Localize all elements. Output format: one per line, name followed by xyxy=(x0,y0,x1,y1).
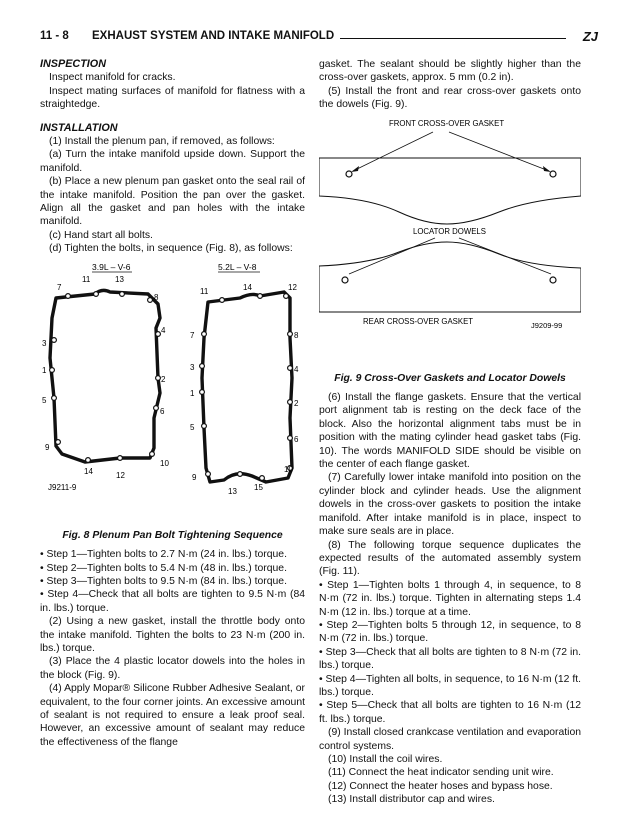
fig8-step-3: • Step 3—Tighten bolts to 9.5 N·m (84 in. lbs.) torque. xyxy=(40,575,287,587)
front-dowel-left xyxy=(346,171,352,177)
installation-heading: INSTALLATION xyxy=(40,121,118,134)
rear-crossover-gasket xyxy=(319,242,581,312)
right-column xyxy=(319,58,581,807)
page-number: 11 - 8 xyxy=(40,30,69,42)
fig11-step-1: • Step 1—Tighten bolts 1 through 4, in sequence, to 8 N·m (72 in. lbs.) torque. Tighten in alternating steps 1.4 N·m (12 in. lbs.) torque at a time. xyxy=(319,579,581,618)
v8-bolt-2: 2 xyxy=(294,398,299,408)
install-step-2: (2) Using a new gasket, install the throttle body onto the intake manifold. Tighten the bolts to 23 N·m (200 in. lbs.) torque. xyxy=(40,616,305,654)
v6-bolt-14: 14 xyxy=(84,466,93,476)
install-step-10: (10) Install the coil wires. xyxy=(328,754,443,765)
install-step-1a: (a) Turn the intake manifold upside down. Support the manifold. xyxy=(40,149,305,174)
fig8-step-4: • Step 4—Check that all bolts are tighten to 9.5 N·m (84 in. lbs.) torque. xyxy=(40,589,305,614)
v8-gasket-outline xyxy=(202,292,292,482)
install-step-7: (7) Carefully lower intake manifold into position on the cylinder block and cylinder heads. Use the alignment dowels in the cross-over gaskets to position the intake manifold. After intake manifold is in place, inspect to make sure seals are in place. xyxy=(319,472,581,538)
v8-bolt-1: 1 xyxy=(190,388,195,398)
fig9-id: J9209-99 xyxy=(531,320,563,330)
v8-bolt-6: 6 xyxy=(294,434,299,444)
fig8-diagram xyxy=(40,258,305,523)
install-step-6: (6) Install the flange gaskets. Ensure that the vertical port alignment tab is resting on the deck face of the block. Also the horizontal alignment tabs must be in position with the mating cylinder head gasket tabs (Fig. 10). The words MANIFOLD SIDE should be visible on the center of each flange gasket. xyxy=(319,392,581,471)
fig8-step-1: • Step 1—Tighten bolts to 2.7 N·m (24 in. lbs.) torque. xyxy=(40,549,287,561)
install-step-4: (4) Apply Mopar® Silicone Rubber Adhesive Sealant, or equivalent, to the four corner joints. An excessive amount of sealant is not required to ensure a leak proof seal. However, an excessive amount of sealant may reduce the effectiveness of the flange xyxy=(40,683,305,748)
v8-bolt-15: 15 xyxy=(254,482,263,492)
v8-bolt-5: 5 xyxy=(190,422,195,432)
fig9-caption: Fig. 9 Cross-Over Gaskets and Locator Dowels xyxy=(334,372,566,384)
v8-bolt-14: 14 xyxy=(243,282,252,292)
left-column xyxy=(40,58,305,749)
v6-bolt-3: 3 xyxy=(42,338,47,348)
fig9-label-front: FRONT CROSS-OVER GASKET xyxy=(389,118,505,128)
v8-bolt-3: 3 xyxy=(190,362,195,372)
fig8-label-left: 3.9L – V-6 xyxy=(92,261,131,272)
vehicle-code: ZJ xyxy=(582,29,598,44)
inspection-heading: INSPECTION xyxy=(40,58,106,70)
rear-dowel-left xyxy=(342,277,348,283)
header-rule xyxy=(340,38,566,39)
fig8-step-2: • Step 2—Tighten bolts to 5.4 N·m (48 in. lbs.) torque. xyxy=(40,562,287,574)
v8-bolt-11: 11 xyxy=(200,286,209,296)
sealant-continuation: gasket. The sealant should be slightly higher than the cross-over gaskets, approx. 5 mm (0.2 in). xyxy=(319,59,581,84)
page-header xyxy=(40,30,598,48)
v8-bolt-8: 8 xyxy=(294,330,299,340)
v6-bolt-5: 5 xyxy=(42,395,47,405)
install-step-8: (8) The following torque sequence duplicates the expected results of the automated assembly system (Fig. 11). xyxy=(319,539,581,578)
fig11-step-2: • Step 2—Tighten bolts 5 through 12, in sequence, to 8 N·m (72 in. lbs.) torque. xyxy=(319,619,581,645)
install-step-1: (1) Install the plenum pan, if removed, as follows: xyxy=(49,136,275,148)
install-step-1b: (b) Place a new plenum pan gasket onto the seal rail of the intake manifold. Position the pan over the gasket. Align all the gasket and pan holes with the intake manifold. xyxy=(40,176,305,228)
fig11-step-4: • Step 4—Tighten all bolts, in sequence, to 16 N·m (12 ft. lbs.) torque. xyxy=(319,673,581,698)
v8-bolt-12: 12 xyxy=(288,282,297,292)
v6-bolt-10: 10 xyxy=(160,458,169,468)
install-step-12: (12) Connect the heater hoses and bypass hose. xyxy=(328,780,553,792)
v6-bolt-9: 9 xyxy=(45,442,50,452)
v6-bolt-2: 2 xyxy=(161,374,166,384)
inspection-para-1: Inspect manifold for cracks. xyxy=(49,72,176,84)
fig11-step-3: • Step 3—Check that all bolts are tighten to 8 N·m (72 in. lbs.) torque. xyxy=(319,646,581,672)
install-step-1c: (c) Hand start all bolts. xyxy=(49,229,153,241)
v8-bolt-10: 10 xyxy=(284,464,293,474)
v6-bolt-13: 13 xyxy=(115,274,124,284)
fig11-step-5: • Step 5—Check that all bolts are tighten to 16 N·m (12 ft. lbs.) torque. xyxy=(319,700,581,725)
front-dowel-right xyxy=(550,171,556,177)
v6-bolt-12: 12 xyxy=(116,470,125,480)
install-step-3: (3) Place the 4 plastic locator dowels into the holes in the block (Fig. 9). xyxy=(40,656,305,681)
v6-bolt-11: 11 xyxy=(82,274,91,284)
v8-bolt-4: 4 xyxy=(294,364,299,374)
install-step-5: (5) Install the front and rear cross-over gaskets onto the dowels (Fig. 9). xyxy=(319,85,581,111)
v8-bolt-7: 7 xyxy=(190,330,195,340)
v6-bolt-1: 1 xyxy=(42,365,47,375)
install-step-13: (13) Install distributor cap and wires. xyxy=(328,794,495,806)
fig8-label-right: 5.2L – V-8 xyxy=(218,261,257,272)
v6-bolt-6: 6 xyxy=(160,406,165,416)
v8-bolt-holes xyxy=(200,293,293,480)
install-step-1d: (d) Tighten the bolts, in sequence (Fig. 8), as follows: xyxy=(49,243,293,255)
fig8-id: J9211-9 xyxy=(48,482,77,492)
fig8-caption: Fig. 8 Plenum Pan Bolt Tightening Sequence xyxy=(62,529,283,541)
v6-bolt-holes xyxy=(50,291,161,462)
v6-gasket-outline xyxy=(50,290,160,462)
v6-bolt-8: 8 xyxy=(154,292,159,302)
fig9-diagram xyxy=(319,116,581,366)
v6-bolt-7: 7 xyxy=(57,282,62,292)
inspection-para-2: Inspect mating surfaces of manifold for flatness with a straightedge. xyxy=(40,85,305,111)
install-step-11: (11) Connect the heat indicator sending unit wire. xyxy=(328,767,554,779)
rear-dowel-right xyxy=(550,277,556,283)
fig9-label-rear: REAR CROSS-OVER GASKET xyxy=(363,316,474,326)
v8-bolt-9: 9 xyxy=(192,472,197,482)
v6-bolt-4: 4 xyxy=(161,325,166,335)
install-step-9: (9) Install closed crankcase ventilation and evaporation control systems. xyxy=(319,727,581,752)
v8-bolt-13: 13 xyxy=(228,486,237,496)
fig9-label-dowels: LOCATOR DOWELS xyxy=(413,226,486,236)
running-title: EXHAUST SYSTEM AND INTAKE MANIFOLD xyxy=(92,30,335,42)
